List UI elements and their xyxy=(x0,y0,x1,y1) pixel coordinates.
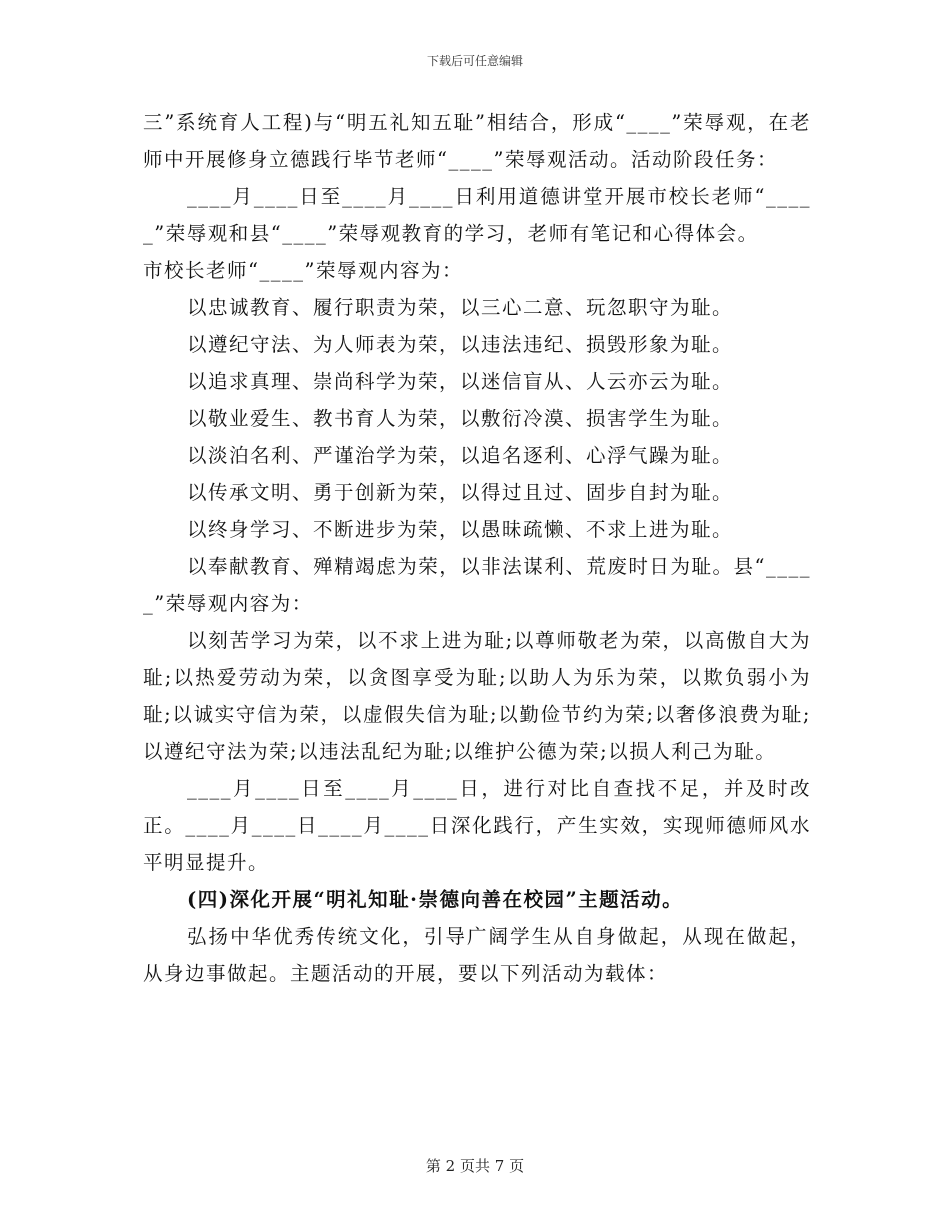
paragraph-8: 以淡泊名利、严谨治学为荣，以追名逐利、心浮气躁为耻。 xyxy=(187,444,734,467)
paragraph-12: 以刻苦学习为荣，以不求上进为耻;以尊师敬老为荣，以高傲自大为耻;以热爱劳动为荣，以贪图享受为耻;以助人为乐为荣，以欺负弱小为耻;以诚实守信为荣，以虚假失信为耻;以勤俭节约为荣;以奢侈浪费为耻;以遵纪守法为荣;以违法乱纪为耻;以维护公德为荣;以损人利己为耻。 xyxy=(143,629,811,763)
paragraph-9: 以传承文明、勇于创新为荣，以得过且过、固步自封为耻。 xyxy=(187,481,734,504)
paragraph-15: 弘扬中华优秀传统文化，引导广阔学生从自身做起，从现在做起，从身边事做起。主题活动的开展，要以下列活动为载体： xyxy=(143,925,811,985)
paragraph-10: 以终身学习、不断进步为荣，以愚昧疏懒、不求上进为耻。 xyxy=(187,518,734,541)
paragraph-7: 以敬业爱生、教书育人为荣，以敷衍冷漠、损害学生为耻。 xyxy=(187,407,734,430)
paragraph-5: 以遵纪守法、为人师表为荣，以违法违纪、损毁形象为耻。 xyxy=(187,333,734,356)
paragraph-2: ____月____日至____月____日利用道德讲堂开展市校长老师“_____”荣辱观和县“____”荣辱观教育的学习，老师有笔记和心得体会。 xyxy=(143,185,811,245)
paragraph-6: 以追求真理、崇尚科学为荣，以迷信盲从、人云亦云为耻。 xyxy=(187,370,734,393)
page-header-note: 下载后可任意编辑 xyxy=(426,54,523,68)
page-number: 第 2 页共 7 页 xyxy=(425,1157,525,1175)
section-heading: (四)深化开展“明礼知耻·崇德向善在校园”主题活动。 xyxy=(187,888,684,911)
paragraph-11: 以奉献教育、殚精竭虑为荣，以非法谋利、荒废时日为耻。县“_____”荣辱观内容为： xyxy=(143,555,811,615)
paragraph-1: 三”系统育人工程)与“明五礼知五耻”相结合，形成“____”荣辱观，在老师中开展修身立德践行毕节老师“____”荣辱观活动。活动阶段任务： xyxy=(143,111,811,171)
paragraph-3: 市校长老师“____”荣辱观内容为： xyxy=(143,259,463,282)
paragraph-13: ____月____日至____月____日，进行对比自查找不足，并及时改正。____月____日____月____日深化践行，产生实效，实现师德师风水平明显提升。 xyxy=(143,777,811,874)
paragraph-4: 以忠诚教育、履行职责为荣，以三心二意、玩忽职守为耻。 xyxy=(187,296,734,319)
document-body xyxy=(143,104,811,992)
